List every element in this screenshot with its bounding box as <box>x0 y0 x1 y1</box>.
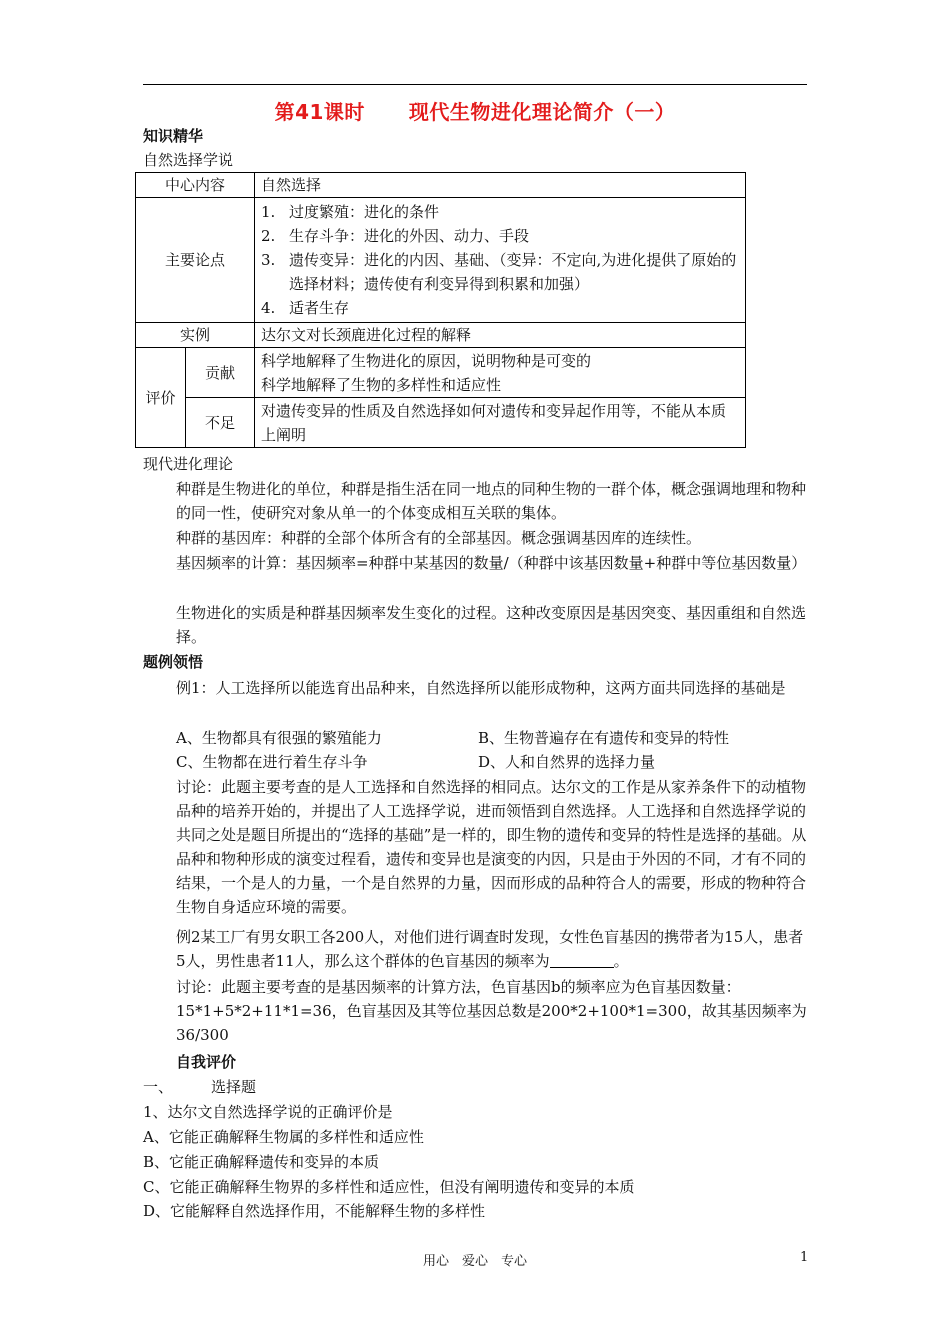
table-row <box>136 348 746 398</box>
discussion-2: 讨论：此题主要考查的是基因频率的计算方法，色盲基因b的频率应为色盲基因数量：15*1+5*2+11*1=36，色盲基因及其等位基因总数是200*2+100*1=300，故其基因频率为36/300 <box>176 978 807 1044</box>
contribution-cell: 科学地解释了生物进化的原因，说明物种是可变的 科学地解释了生物的多样性和适应性 <box>255 348 746 398</box>
table-cell-label: 中心内容 <box>136 173 255 198</box>
shortcoming-cell: 对遗传变异的性质及自然选择如何对遗传和变异起作用等，不能从本质上阐明 <box>255 398 746 448</box>
question-1-option-d: D、它能解释自然选择作用，不能解释生物的多样性 <box>143 1202 486 1220</box>
table-row <box>136 198 746 323</box>
modern-theory-heading: 现代进化理论 <box>143 455 234 473</box>
examples-heading: 题例领悟 <box>143 653 204 671</box>
paragraph: 种群是生物进化的单位，种群是指生活在同一地点的同种生物的一群个体，概念强调地理和物种的同一性，使研究对象从单一的个体变成相互关联的集体。 <box>176 480 807 522</box>
question-1-option-c: C、它能正确解释生物界的多样性和适应性，但没有阐明遗传和变异的本质 <box>143 1178 635 1196</box>
footer-motto: 用心 爱心 专心 <box>422 1254 527 1269</box>
paragraph: 生物进化的实质是种群基因频率发生变化的过程。这种改变原因是基因突变、基因重组和自然选择。 <box>176 604 807 646</box>
answer-blank <box>550 951 614 968</box>
paragraph: 基因频率的计算：基因频率=种群中某基因的数量/（种群中该基因数量+种群中等位基因数量） <box>176 554 807 572</box>
table-cell-value: 达尔文对长颈鹿进化过程的解释 <box>255 323 746 348</box>
natural-selection-table <box>135 172 746 448</box>
question-1: 1、达尔文自然选择学说的正确评价是 <box>143 1103 393 1121</box>
question-1-option-b: B、它能正确解释遗传和变异的本质 <box>143 1153 380 1171</box>
natural-selection-heading: 自然选择学说 <box>143 151 234 169</box>
table-cell-label: 主要论点 <box>136 198 255 323</box>
lesson-title: 现代生物进化理论简介（一） <box>408 100 676 124</box>
paragraph: 种群的基因库：种群的全部个体所含有的全部基因。概念强调基因库的连续性。 <box>176 529 702 547</box>
section-title: 选择题 <box>211 1078 257 1096</box>
option-a: A、生物都具有很强的繁殖能力 <box>176 729 382 747</box>
table-row <box>136 323 746 348</box>
table-row <box>136 398 746 448</box>
table-row <box>136 173 746 198</box>
evaluation-label: 评价 <box>136 348 186 448</box>
example-2: 例2某工厂有男女职工各200人，对他们进行调查时发现，女性色盲基因的携带者为15人，患者5人，男性患者11人，那么这个群体的色盲基因的频率为 。 <box>176 928 804 970</box>
option-c: C、生物都在进行着生存斗争 <box>176 753 368 771</box>
option-d: D、人和自然界的选择力量 <box>478 753 656 771</box>
option-b: B、生物普遍存在有遗传和变异的特性 <box>478 729 730 747</box>
list-item: 4. 适者生存 <box>261 299 350 317</box>
list-item: 1. 过度繁殖：进化的条件 <box>261 203 440 221</box>
lesson-number: 第41课时 <box>274 100 365 124</box>
contribution-label: 贡献 <box>186 348 255 398</box>
list-item: 2. 生存斗争：进化的外因、动力、手段 <box>261 227 530 245</box>
discussion-1: 讨论：此题主要考查的是人工选择和自然选择的相同点。达尔文的工作是从家养条件下的动植物品种的培养开始的，并提出了人工选择学说，进而领悟到自然选择。人工选择和自然选择学说的共同之处是题目所提出的“选择的基础”是一样的，即生物的遗传和变异的特性是选择的基础。从品种和物种形成的演变过程看，遗传和变异也是演变的内因，只是由于外因的不同，才有不同的结果，一个是人的力量，一个是自然界的力量，因而形成的品种符合人的需要，形成的物种符合生物自身适应环境的需要。 <box>176 778 807 916</box>
page-title <box>143 96 807 125</box>
table-cell-label: 实例 <box>136 323 255 348</box>
section-number: 一、 <box>143 1078 174 1096</box>
question-1-option-a: A、它能正确解释生物属的多样性和适应性 <box>143 1128 424 1146</box>
main-points-cell <box>255 198 746 323</box>
table-cell-value: 自然选择 <box>255 173 746 198</box>
header-rule <box>143 84 807 85</box>
self-evaluation-heading: 自我评价 <box>176 1053 237 1071</box>
knowledge-heading: 知识精华 <box>143 127 204 145</box>
example-1: 例1：人工选择所以能选育出品种来，自然选择所以能形成物种，这两方面共同选择的基础是 <box>176 679 786 697</box>
page-number: 1 <box>800 1250 809 1265</box>
list-item: 3. 遗传变异：进化的内因、基础、（变异：不定向,为进化提供了原始的选择材料；遗传使有利变异得到积累和加强） <box>261 251 737 293</box>
shortcoming-label: 不足 <box>186 398 255 448</box>
